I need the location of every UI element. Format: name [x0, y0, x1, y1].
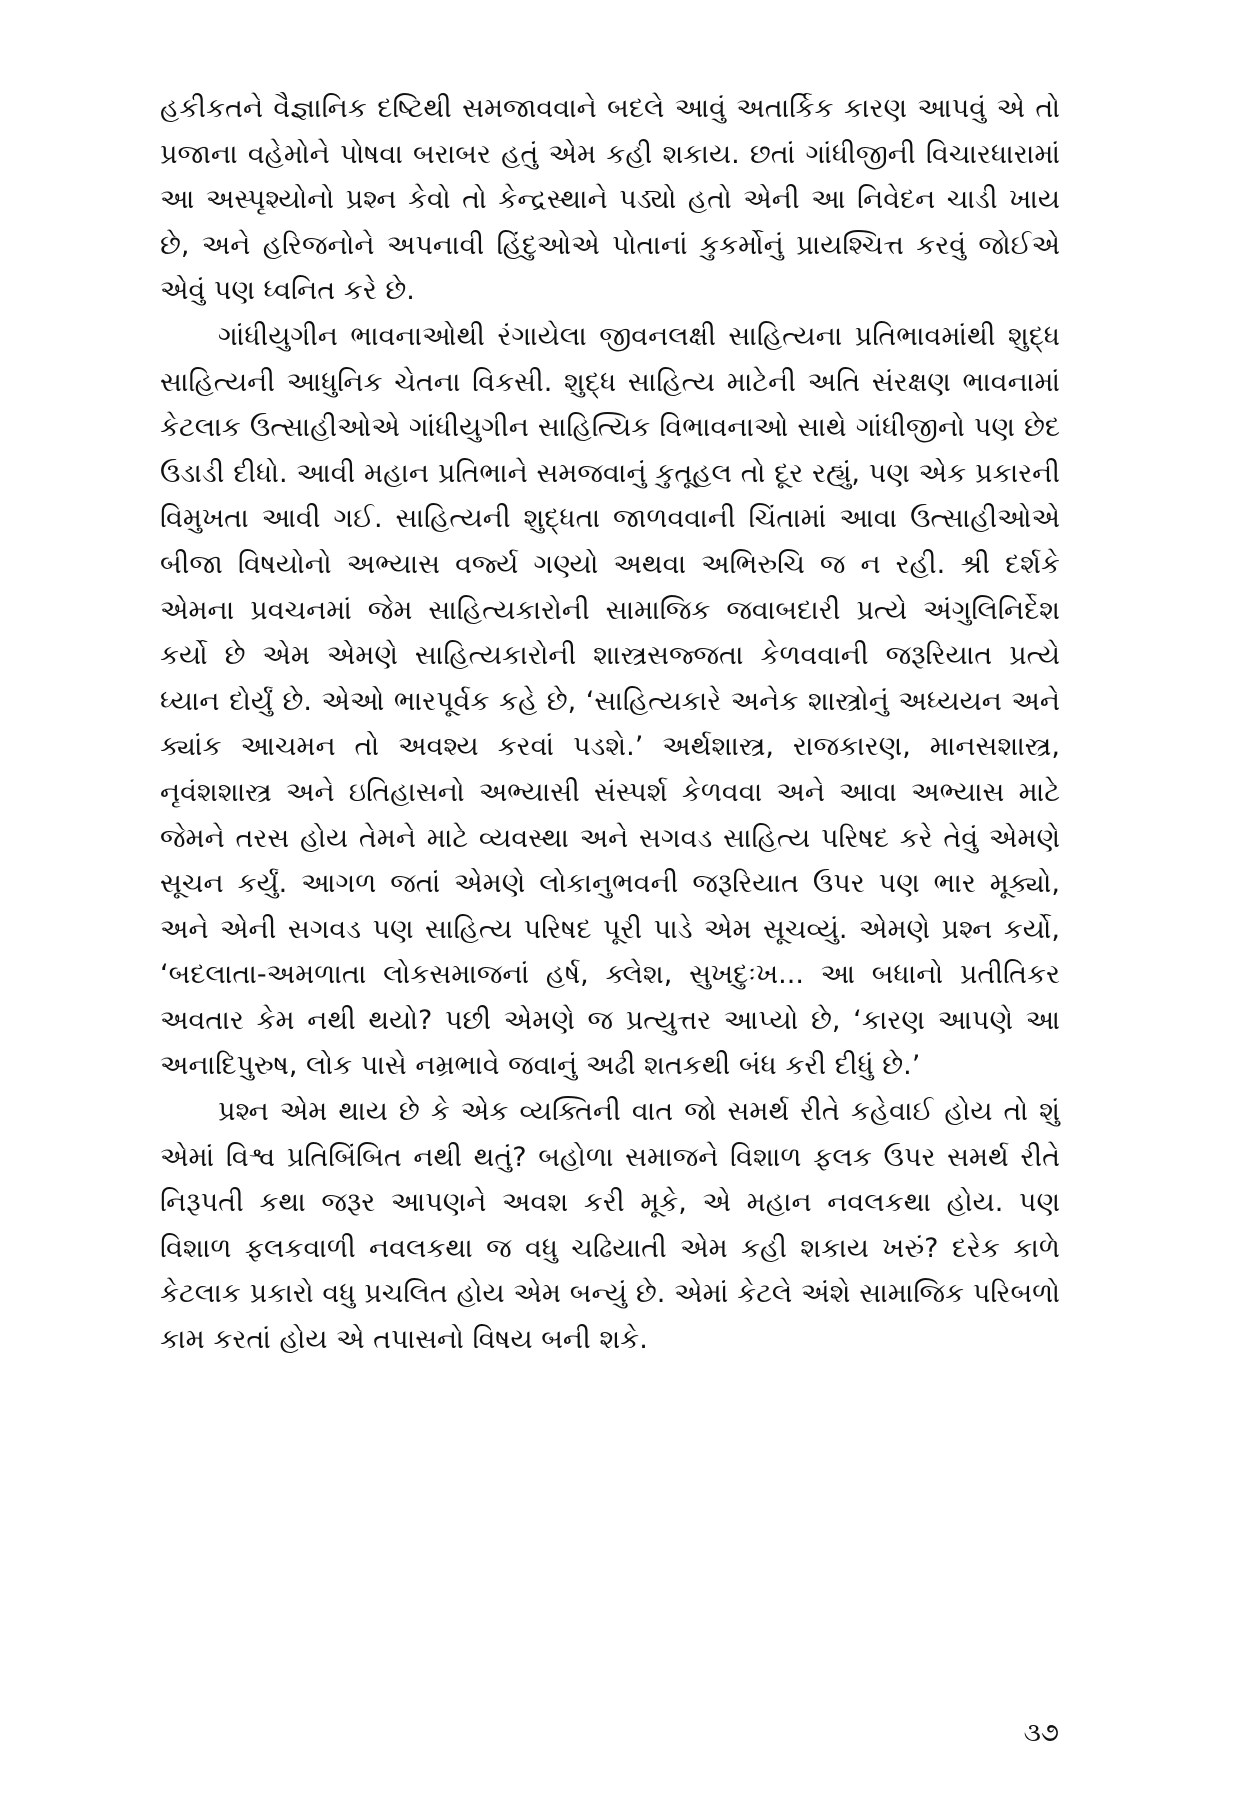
body-text [160, 86, 1060, 1363]
paragraph-1: હકીકતને વૈજ્ઞાનિક દષ્ટિથી સમજાવવાને બદલે આવું અતાર્કિક કારણ આપવું એ તો પ્રજાના વહેમોને પોષવા બરાબર હતું એમ કહી શકાય. છતાં ગાંધીજીની વિચારધારામાં આ અસ્પૃશ્યોનો પ્રશ્ન કેવો તો કેન્દ્રસ્થાને પડ્યો હતો એની આ નિવેદન ચાડી ખાય છે, અને હરિજનોને અપનાવી હિંદુઓએ પોતાનાં કુકર્મોનું પ્રાયશ્ચિત્ત કરવું જોઈએ એવું પણ ધ્વનિત કરે છે. [160, 93, 1060, 307]
page-number: ૩૭ [1023, 1718, 1059, 1748]
paragraph-2: ગાંધીયુગીન ભાવનાઓથી રંગાયેલા જીવનલક્ષી સાહિત્યના પ્રતિભાવમાંથી શુદ્ધ સાહિત્યની આધુનિક ચેતના વિકસી. શુદ્ધ સાહિત્ય માટેની અતિ સંરક્ષણ ભાવનામાં કેટલાક ઉત્સાહીઓએ ગાંધીયુગીન સાહિત્યિક વિભાવનાઓ સાથે ગાંધીજીનો પણ છેદ ઉડાડી દીધો. આવી મહાન પ્રતિભાને સમજવાનું કુતૂહલ તો દૂર રહ્યું, પણ એક પ્રકારની વિમુખતા આવી ગઈ. સાહિત્યની શુદ્ધતા જાળવવાની ચિંતામાં આવા ઉત્સાહીઓએ બીજા વિષયોનો અભ્યાસ વર્જ્ય ગણ્યો અથવા અભિરુચિ જ ન રહી. શ્રી દર્શકે એમના પ્રવચનમાં જેમ સાહિત્યકારોની સામાજિક જવાબદારી પ્રત્યે અંગુલિનિર્દેશ કર્યો છે એમ એમણે સાહિત્યકારોની શાસ્ત્રસજ્જતા કેળવવાની જરૂરિયાત પ્રત્યે ધ્યાન દોર્યું છે. એઓ ભારપૂર્વક કહે છે, ‘સાહિત્યકારે અનેક શાસ્ત્રોનું અધ્યયન અને ક્યાંક આચમન તો અવશ્ય કરવાં પડશે.’ અર્થશાસ્ત્ર, રાજકારણ, માનસશાસ્ત્ર, નૃવંશશાસ્ત્ર અને ઇતિહાસનો અભ્યાસી સંસ્પર્શ કેળવવા અને આવા અભ્યાસ માટે જેમને તરસ હોય તેમને માટે વ્યવસ્થા અને સગવડ સાહિત્ય પરિષદ કરે તેવું એમણે સૂચન કર્યું. આગળ જતાં એમણે લોકાનુભવની જરૂરિયાત ઉપર પણ ભાર મૂક્યો, અને એની સગવડ પણ સાહિત્ય પરિષદ પૂરી પાડે એમ સૂચવ્યું. એમણે પ્રશ્ન કર્યો, ‘બદલાતા-અમળાતા લોકસમાજનાં હર્ષ, ક્લેશ, સુખદુઃખ... આ બધાનો પ્રતીતિકર અવતાર કેમ નથી થયો? પછી એમણે જ પ્રત્યુત્તર આપ્યો છે, ‘કારણ આપણે આ અનાદિપુરુષ, લોક પાસે નમ્રભાવે જવાનું અઢી શતકથી બંધ કરી દીધું છે.’ [160, 320, 1060, 1082]
paragraph-3: પ્રશ્ન એમ થાય છે કે એક વ્યક્તિની વાત જો સમર્થ રીતે કહેવાઈ હોય તો શું એમાં વિશ્વ પ્રતિબિંબિત નથી થતું? બહોળા સમાજને વિશાળ ફલક ઉપર સમર્થ રીતે નિરૂપતી કથા જરૂર આપણને અવશ કરી મૂકે, એ મહાન નવલકથા હોય. પણ વિશાળ ફલકવાળી નવલકથા જ વધુ ચઢિયાતી એમ કહી શકાય ખરું? દરેક કાળે કેટલાક પ્રકારો વધુ પ્રચલિત હોય એમ બન્યું છે. એમાં કેટલે અંશે સામાજિક પરિબળો કામ કરતાં હોય એ તપાસનો વિષય બની શકે. [160, 1096, 1060, 1356]
